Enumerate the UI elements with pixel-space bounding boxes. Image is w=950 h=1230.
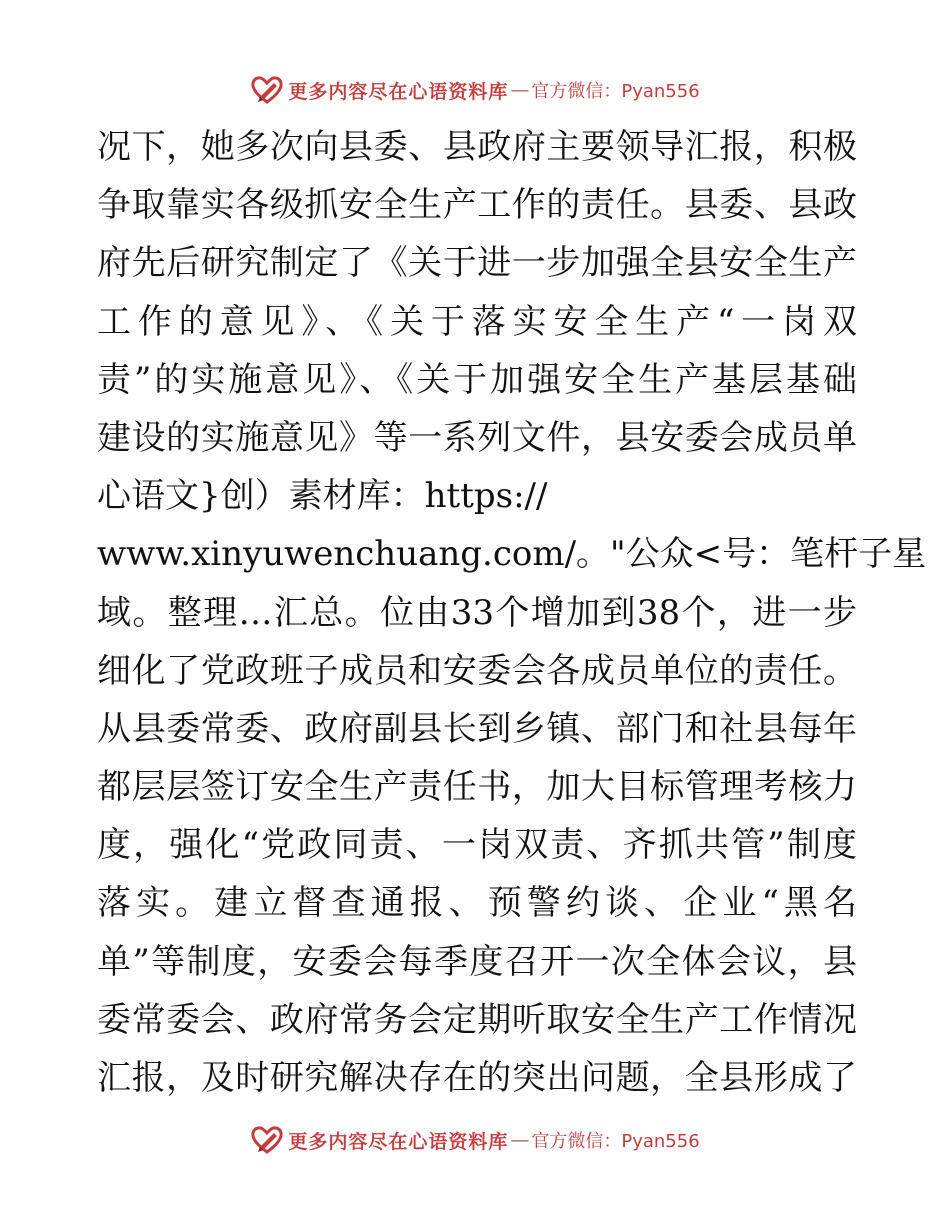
banner-wechat: 官方微信：Pyan556 [531,81,700,102]
body-line: 工作的意见》、《关于落实安全生产“一岗双 [97,301,857,342]
body-line: 都层层签订安全生产责任书，加大目标管理考核力 [97,767,857,808]
body-line: 汇报，及时研究解决存在的突出问题，全县形成了 [97,1058,857,1098]
body-line: 府先后研究制定了《关于进一步加强全县安全生产 [97,243,857,284]
heart-pen-logo-icon [250,1123,284,1157]
body-line: 建设的实施意见》等一系列文件，县安委会成员单 [97,417,857,458]
header-banner [0,70,950,110]
banner-separator: — [510,1129,530,1151]
body-line: 争取靠实各级抓安全生产工作的责任。县委、县政 [97,185,857,226]
body-line: 况下，她多次向县委、县政府主要领导汇报，积极 [97,127,857,167]
body-line: 细化了党政班子成员和安委会各成员单位的责任。 [97,650,857,691]
body-line: 委常委会、政府常务会定期听取安全生产工作情况 [97,999,857,1040]
banner-text: 更多内容尽在心语资料库 [288,1130,509,1153]
document-body [97,118,927,1107]
body-line: 度，强化“党政同责、一岗双责、齐抓共管”制度 [97,825,857,866]
body-line: 心语文}创）素材库：https:// [97,476,548,517]
body-line: 从县委常委、政府副县长到乡镇、部门和社县每年 [97,708,857,749]
footer-banner [0,1120,950,1160]
body-line: 单”等制度，安委会每季度召开一次全体会议，县 [97,941,857,982]
banner-text: 更多内容尽在心语资料库 [288,80,509,103]
body-line: www.xinyuwenchuang.com/。"公众<号：笔杆子星 [97,534,927,575]
body-line: 域。整理…汇总。位由33个增加到38个，进一步 [97,592,857,633]
banner-wechat: 官方微信：Pyan556 [531,1131,700,1152]
body-line: 落实。建立督查通报、预警约谈、企业“黑名 [97,883,857,924]
body-line: 责”的实施意见》、《关于加强安全生产基层基础 [97,359,857,400]
heart-pen-logo-icon [250,73,284,107]
banner-separator: — [510,79,530,101]
